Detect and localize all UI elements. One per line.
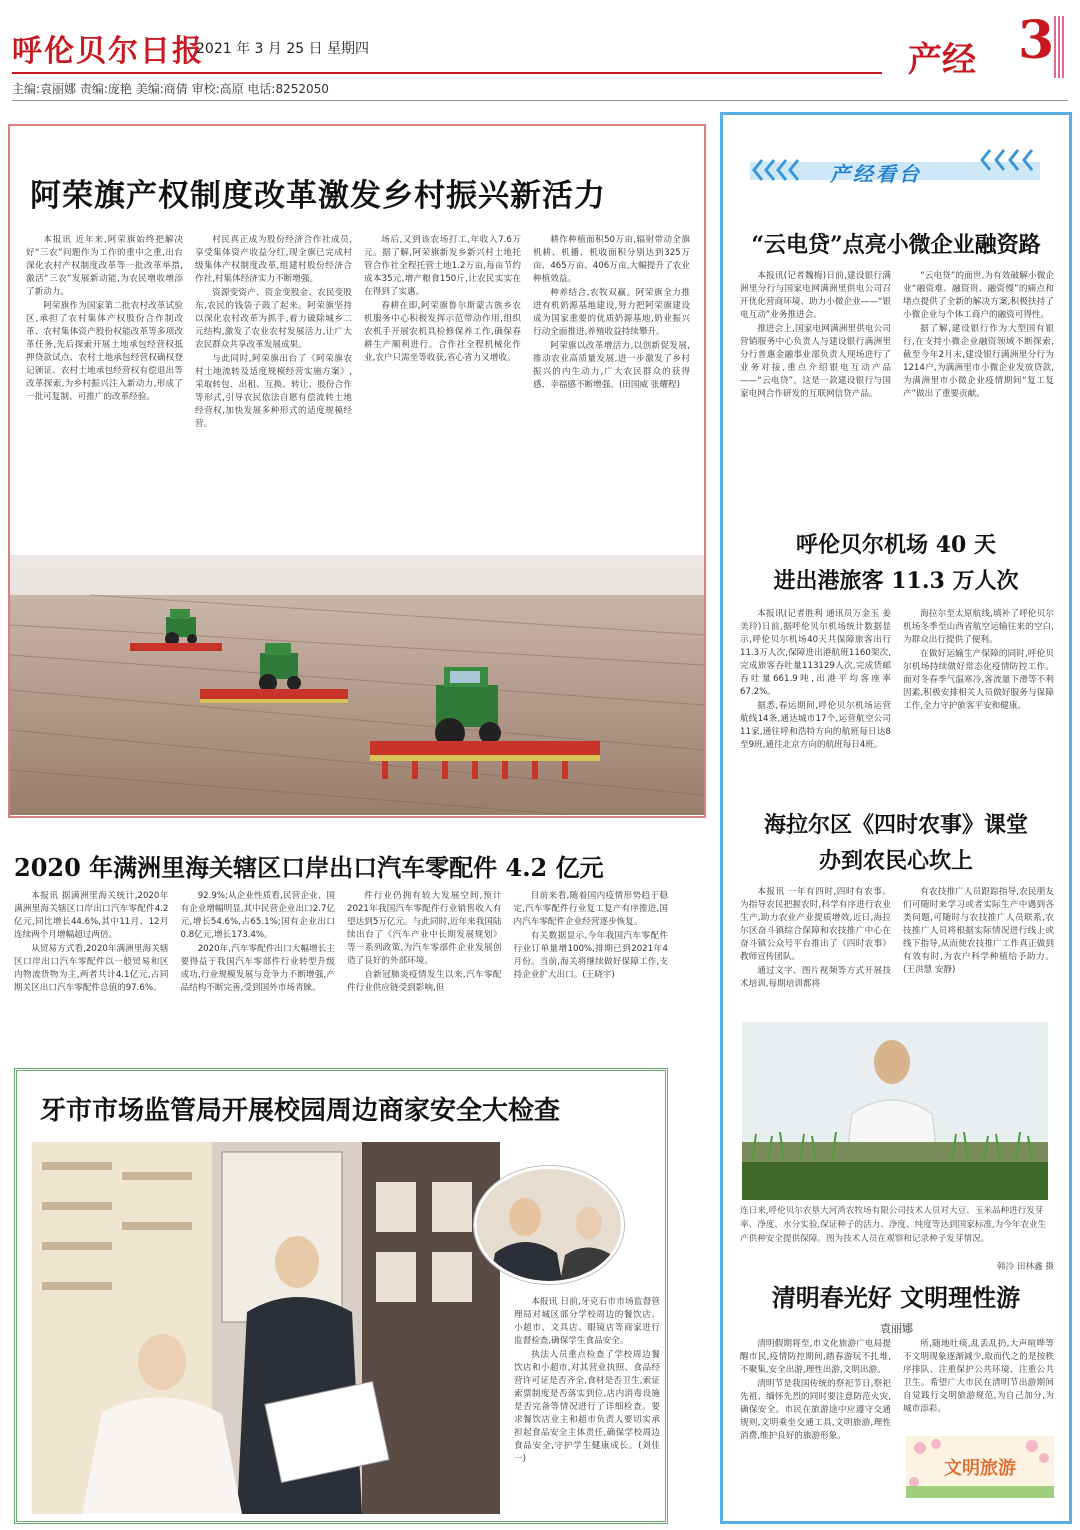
inspection-column	[514, 1296, 660, 1500]
paragraph: 阿荣旗作为国家第二批农村改革试验区,承担了农村集体产权股份合作制改革、农村集体资产股份权能改革等多项改革任务,先后探索开展土地承包经营权抵押贷款试点、农村土地承包经营权确权登记颁证、农村土地承包经营权有偿退出等改革探索,为乡村振兴注入新动力,形成了一批可复制、可推广的改革经验。	[26, 301, 183, 402]
paragraph: 资源变资产、资金变股金、农民变股东,农民的钱袋子鼓了起来。阿荣旗坚持以深化农村改革为抓手,着力破除城乡二元结构,激发了农业农村发展活力,让广大农民群众共享改革发展成果。	[195, 288, 352, 350]
inspection-inset-photo	[474, 1166, 624, 1284]
paragraph: 与此同时,阿荣旗出台了《阿荣旗农村土地流转及适度规模经营实施方案》,采取转包、出租、互换、转让、股份合作等形式,引导农民依法自愿有偿流转土地经营权,加快发展多种形式的适度规模经营。	[195, 354, 352, 429]
tractor-field-illustration	[10, 555, 704, 815]
lead-story-body	[26, 234, 690, 552]
paragraph: 推进会上,国家电网满洲里供电公司营销服务中心负责人与建设银行满洲里分行普惠金融事业部负责人现场进行了业务对接,重点介绍银电互动产品——“云电贷”。这是一款建设银行与国家电网合作研发的互联网信贷产品。	[740, 324, 891, 399]
paragraph: 清明节是我国传统的祭祀节日,祭祀先祖、缅怀先烈的同时要注意防范火灾,确保安全。市民在旅游途中应遵守交通规则,文明乘坐交通工具,文明旅游,理性消费,维护良好的旅游形象。	[740, 1379, 891, 1441]
paragraph: 据了解,建设银行作为大型国有银行,在支持小微企业融资领域不断探索,截至今年2月末,建设银行满洲里分行为1214户,为满洲里市小微企业发放贷款,为满洲里市小微企业疫情期间“复工复产”做出了重要贡献。	[903, 324, 1054, 399]
paragraph: 阿荣旗以改革增活力,以创新促发展,推动农业高质量发展,进一步激发了乡村振兴的内生动力,广大农民群众的获得感、幸福感不断增强。(田国威 张耀程)	[533, 341, 690, 390]
paragraph: “云电贷”的面世,为有效破解小微企业“融资难、融资贵、融资慢”的痛点和堵点提供了全新的解决方案,积极扶持了小微企业与个体工商户的融资可得性。	[903, 271, 1054, 320]
editor-credits: 主编:袁丽娜 责编:庞艳 美编:商倩 审校:高原 电话:8252050	[12, 82, 329, 96]
seed-test-photo	[742, 1022, 1048, 1200]
qingming-byline: 袁丽娜	[880, 1322, 913, 1335]
export-headline: 2020 年满洲里海关辖区口岸出口汽车零配件 4.2 亿元	[14, 853, 604, 882]
paragraph: 据悉,春运期间,呼伦贝尔机场运营航线14条,通达城市17个,运营航空公司11家,通往呼和浩特方向的航班每日达8至9班,通往北京方向的航班每日4班。	[740, 701, 891, 750]
issue-date: 2021 年 3 月 25 日 星期四	[196, 41, 370, 57]
yundiandai-column-1	[740, 270, 891, 492]
paragraph: 件行业仍拥有较大发展空间,预计2021年我国汽车零配件行业销售收入有望达到5万亿元。与此同时,近年来我国陆续出台了《汽车产业中长期发展规划》等一系列政策,为汽车零部件企业发展创造了良好的外部环境。	[347, 891, 502, 966]
farming-class-headline-line2: 办到农民心坎上	[818, 848, 973, 874]
paragraph: 自新冠肺炎疫情发生以来,汽车零配件行业供应链受到影响,但	[347, 970, 502, 993]
inspection-headline: 牙市市场监管局开展校园周边商家安全大检查	[40, 1096, 561, 1126]
paragraph: 耕作种植面积50万亩,辐射带动全旗机耕、机播、机收面积分别达到325万亩、465万亩、406万亩,大幅提升了农业种植效益。	[533, 235, 690, 284]
seed-test-illustration	[742, 1022, 1048, 1200]
paragraph: 本报讯(记者魏梅)日前,建设银行满洲里分行与国家电网满洲里供电公司召开优化营商环境、助力小微企业——“银电互动”业务推进会。	[740, 271, 891, 320]
lead-column-1	[26, 234, 183, 552]
farming-class-column-1	[740, 886, 891, 1010]
paragraph: 场后,又到该农场打工,年收入7.6万元。据了解,阿荣旗新发乡新兴村土地托管合作社全程托管土地1.2万亩,每亩节约成本35元,增产粮食150斤,让农民实实在在得到了实惠。	[364, 235, 521, 297]
inset-illustration	[477, 1169, 624, 1284]
seed-test-caption: 连日来,呼伦贝尔农垦大河湾农牧场有限公司技术人员对大豆、玉米品种进行发芽率、净度、水分实验,保证种子的活力、净度、纯度等达到国家标准,为今年农业生产供种安全提供保障。图为技术人员在观察和记录种子发芽情况。	[740, 1206, 1047, 1244]
paper-logo: 呼伦贝尔日报	[12, 34, 204, 69]
paragraph: 有农技推广人员跟踪指导,农民朋友们可随时来学习或者实际生产中遇到各类问题,可随时与农技推广人员联系,农技推广人员将根据实际情况进行线上或线下指导,从而使农技推广工作真正做到有效有时,为农户科学种植给予助力。(王洪慧 安静)	[903, 887, 1054, 975]
farming-class-column-2	[903, 886, 1054, 1010]
airport-body	[740, 608, 1054, 798]
yundiandai-headline: “云电贷”点亮小微企业融资路	[751, 232, 1041, 258]
inspection-photo	[32, 1142, 500, 1514]
paragraph: 有关数据显示,今年我国汽车零配件行业订单量增100%,排期已到2021年4月份。当前,海关将继续做好保障工作,支持企业扩大出口。(王晓宇)	[513, 931, 668, 980]
photo-credit: 韩冷 田林鑫 摄	[996, 1262, 1054, 1272]
paragraph: 本报讯(记者胜利 通讯员万金玉 姜美玲)日前,据呼伦贝尔机场统计数据显示,呼伦贝尔机场40天共保障旅客出行11.3万人次,保障进出港航班1160架次,完成旅客吞吐量113129人次,完成货邮吞吐量661.9吨,出港平均客座率67.2%。	[740, 609, 891, 697]
inspection-story-body	[514, 1296, 660, 1500]
yundiandai-column-2	[903, 270, 1054, 492]
paragraph: 种养结合,农牧双赢。阿荣旗全力推进有机奶源基地建设,努力把阿荣旗建设成为国家重要的优质奶源基地,奶业振兴行动全面推进,养殖收益持续攀升。	[533, 288, 690, 337]
lead-column-3	[364, 234, 521, 552]
masthead-rule	[12, 72, 882, 74]
export-column-4	[514, 890, 669, 1054]
paragraph: 所,随地吐痰,乱丢乱扔,大声喧哗等不文明现象逐渐减少,取而代之的是按秩序排队、注重保护公共环境、注重公共卫生。希望广大市民在清明节出游期间自觉践行文明旅游规范,为自己加分,为城市添彩。	[903, 1339, 1054, 1414]
yundiandai-body	[740, 270, 1054, 492]
section-badge	[888, 10, 1068, 78]
civilized-travel-graphic	[906, 1436, 1054, 1498]
paragraph: 村民真正成为股份经济合作社成员,享受集体资产收益分红,现全旗已完成村级集体产权制度改革,组建村股份经济合作社,村集体经济实力不断增强。	[195, 235, 352, 284]
page-number: 3	[1018, 10, 1055, 71]
export-column-1	[14, 890, 169, 1054]
export-story-body	[14, 890, 668, 1054]
paragraph: 目前来看,随着国内疫情形势趋于稳定,汽车零配件行业复工复产有序推进,国内汽车零配件企业经营逐步恢复。	[513, 891, 668, 927]
masthead-divider	[12, 100, 1068, 101]
airport-headline-line1: 呼伦贝尔机场 40 天	[796, 532, 996, 558]
farming-class-body	[740, 886, 1054, 1010]
paragraph: 本报讯 日前,牙克石市市场监督管理局对城区部分学校周边的餐饮店、小超市、文具店、眼镜店等商家进行监督检查,确保学生食品安全。	[514, 1297, 660, 1346]
paragraph: 春耕在即,阿荣旗鲁尔斯蒙古族乡农机服务中心积极发挥示范带动作用,组织农机手开展农机具检修保养工作,确保春耕生产顺利进行。合作社全程机械化作业,农户只需坐等收获,省心省力又增收。	[364, 301, 521, 363]
airport-column-1	[740, 608, 891, 798]
qingming-column-1	[740, 1338, 891, 1522]
inspection-illustration	[32, 1142, 500, 1514]
paragraph: 通过文字、图片视频等方式开展技术培训,每期培训都将	[740, 966, 891, 989]
airport-headline-line2: 进出港旅客 11.3 万人次	[773, 568, 1019, 594]
qingming-column-2	[903, 1338, 1054, 1430]
paragraph: 本报讯 据满洲里海关统计,2020年满洲里海关辖区口岸出口汽车零配件4.2亿元,同比增长44.6%,其中11月、12月连续两个月增幅超过两倍。	[14, 891, 169, 940]
paragraph: 本报讯 一年有四时,四时有农事。为指导农民把握农时,科学有序进行农业生产,助力农业产业提质增效,近日,海拉尔区奋斗镇综合保障和农技推广中心在奋斗镇公众号平台推出了《四时农事》教师宣传团队。	[740, 887, 891, 962]
lead-headline: 阿荣旗产权制度改革激发乡村振兴新活力	[30, 178, 606, 214]
paragraph: 从贸易方式看,2020年满洲里海关辖区口岸出口汽车零配件以一般贸易和区内物流货物为主,两者共计4.1亿元,占同期关区出口汽车零配件总值的97.6%。	[14, 944, 169, 993]
lead-column-4	[533, 234, 690, 552]
section-stripes-decoration	[1054, 16, 1064, 78]
airport-column-2	[903, 608, 1054, 798]
section-name: 产经	[908, 40, 976, 80]
paragraph: 2020年,汽车零配件出口大幅增长主要得益于我国汽车零部件行业转型升级成功,行业规模发展与竞争力不断增强,产品结构不断完善,受到国外市场青睐。	[180, 944, 335, 993]
tractor-field-photo	[10, 555, 704, 815]
paragraph: 本报讯 近年来,阿荣旗始终把解决好“三农”问题作为工作的重中之重,出台深化农村产权制度改革等一批改革举措,激活“三农”发展新动能,为农民增收增添了新动力。	[26, 235, 183, 297]
export-column-3	[347, 890, 502, 1054]
panel-kicker: 产经看台	[830, 162, 922, 186]
paragraph: 在做好运输生产保障的同时,呼伦贝尔机场持续做好常态化疫情防控工作。面对冬春季气温寒冷,客流量下滑等不利因素,积极安排相关人员做好服务与保障工作,全力守护旅客平安和健康。	[903, 649, 1054, 711]
paragraph: 清明假期将至,市文化旅游广电局提醒市民,疫情防控期间,踏春游玩不扎堆,不聚集,安全出游,理性出游,文明出游。	[740, 1339, 891, 1375]
paragraph: 海拉尔至太原航线,填补了呼伦贝尔机场冬季至山西省航空运输往来的空白,为群众出行提供了便利。	[903, 609, 1054, 645]
paragraph: 92.9%;从企业性质看,民营企业、国有企业增幅明显,其中民营企业出口2.7亿元,增长54.6%,占65.1%;国有企业出口0.8亿元,增长173.4%。	[180, 891, 335, 940]
paragraph: 执法人员重点检查了学校周边餐饮店和小超市,对其营业执照、食品经营许可证是否齐全,食材是否卫生,索证索票制度是否落实到位,店内消毒设施是否完备等情况进行了详细检查。要求餐饮店业主和超市负责人要切实承担起食品安全主体责任,确保学校周边食品安全,守护学生健康成长。(刘佳一)	[514, 1350, 660, 1464]
export-column-2	[181, 890, 336, 1054]
travel-slogan: 文明旅游	[944, 1458, 1016, 1479]
civilized-travel-illustration	[906, 1436, 1054, 1498]
qingming-headline: 清明春光好 文明理性游	[771, 1283, 1021, 1312]
lead-column-2	[195, 234, 352, 552]
farming-class-headline-line1: 海拉尔区《四时农事》课堂	[763, 812, 1028, 838]
